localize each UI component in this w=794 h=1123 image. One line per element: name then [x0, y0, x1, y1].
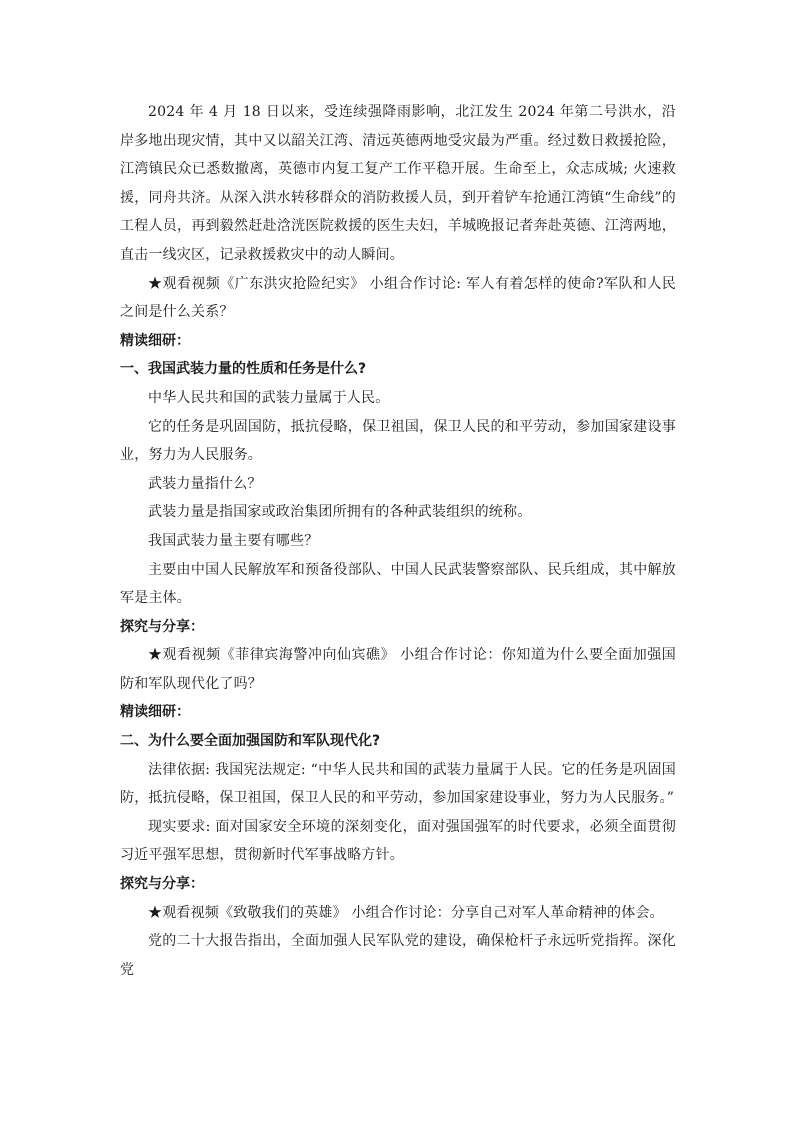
intro-paragraph: 2024 年 4 月 18 日以来，受连续强降雨影响，北江发生 2024 年第二号洪水，沿岸多地出现灾情，其中又以韶关江湾、清远英德两地受灾最为严重。经过数日救援抢险，江湾镇民众已悉数撤离，英德市内复工复产工作平稳开展。生命至上，众志成城; 火速救援，同舟共济。从深入洪水转移群众的消防救援人员，到开着铲车抢通江湾镇“生命线”的工程人员，再到毅然赶赴浛洸医院救援的医生夫妇，羊城晚报记者奔赴英德、江湾两地，直击一线灾区，记录救援救灾中的动人瞬间。: [120, 104, 676, 263]
video-discussion-3: ★观看视频《致敬我们的英雄》 小组合作讨论：分享自己对军人革命精神的体会。: [148, 904, 664, 921]
answer-paragraph: 武装力量是指国家或政治集团所拥有的各种武装组织的统称。: [148, 504, 532, 521]
section-label-close-reading-2: 精读细研：: [120, 704, 190, 721]
section-label-explore-share-1: 探究与分享：: [120, 618, 204, 635]
question-heading-1: 一、我国武装力量的性质和任务是什么?: [120, 361, 367, 378]
document-page: [120, 98, 676, 984]
video-discussion-2: ★观看视频《菲律宾海警冲向仙宾礁》 小组合作讨论：你知道为什么要全面加强国防和军队现代化了吗？: [120, 647, 676, 692]
question-heading-2: 二、为什么要全面加强国防和军队现代化?: [120, 733, 381, 750]
realistic-requirement-paragraph: 现实要求: 面对国家安全环境的深刻变化，面对强国强军的时代要求，必须全面贯彻习近平强军思想，贯彻新时代军事战略方针。: [120, 818, 676, 864]
closing-paragraph: 党的二十大报告指出，全面加强人民军队党的建设，确保枪杆子永远听党指挥。深化党: [120, 933, 676, 978]
answer-paragraph: 它的任务是巩固国防，抵抗侵略，保卫祖国，保卫人民的和平劳动，参加国家建设事业，努力为人民服务。: [120, 418, 676, 464]
legal-basis-paragraph: 法律依据: 我国宪法规定: “中华人民共和国的武装力量属于人民。它的任务是巩固国防，抵抗侵略，保卫祖国，保卫人民的和平劳动，参加国家建设事业，努力为人民服务。”: [120, 761, 676, 807]
sub-question: 我国武装力量主要有哪些？: [148, 532, 319, 549]
section-label-explore-share-2: 探究与分享：: [120, 876, 204, 893]
sub-question: 武装力量指什么？: [148, 475, 262, 492]
section-label-close-reading-1: 精读细研：: [120, 332, 190, 349]
answer-paragraph: 主要由中国人民解放军和预备役部队、中国人民武装警察部队、民兵组成，其中解放军是主体。: [120, 561, 676, 607]
answer-paragraph: 中华人民共和国的武装力量属于人民。: [148, 389, 390, 406]
video-discussion-1: ★观看视频《广东洪灾抢险纪实》 小组合作讨论: 军人有着怎样的使命?军队和人民之间是什么关系？: [120, 275, 676, 321]
